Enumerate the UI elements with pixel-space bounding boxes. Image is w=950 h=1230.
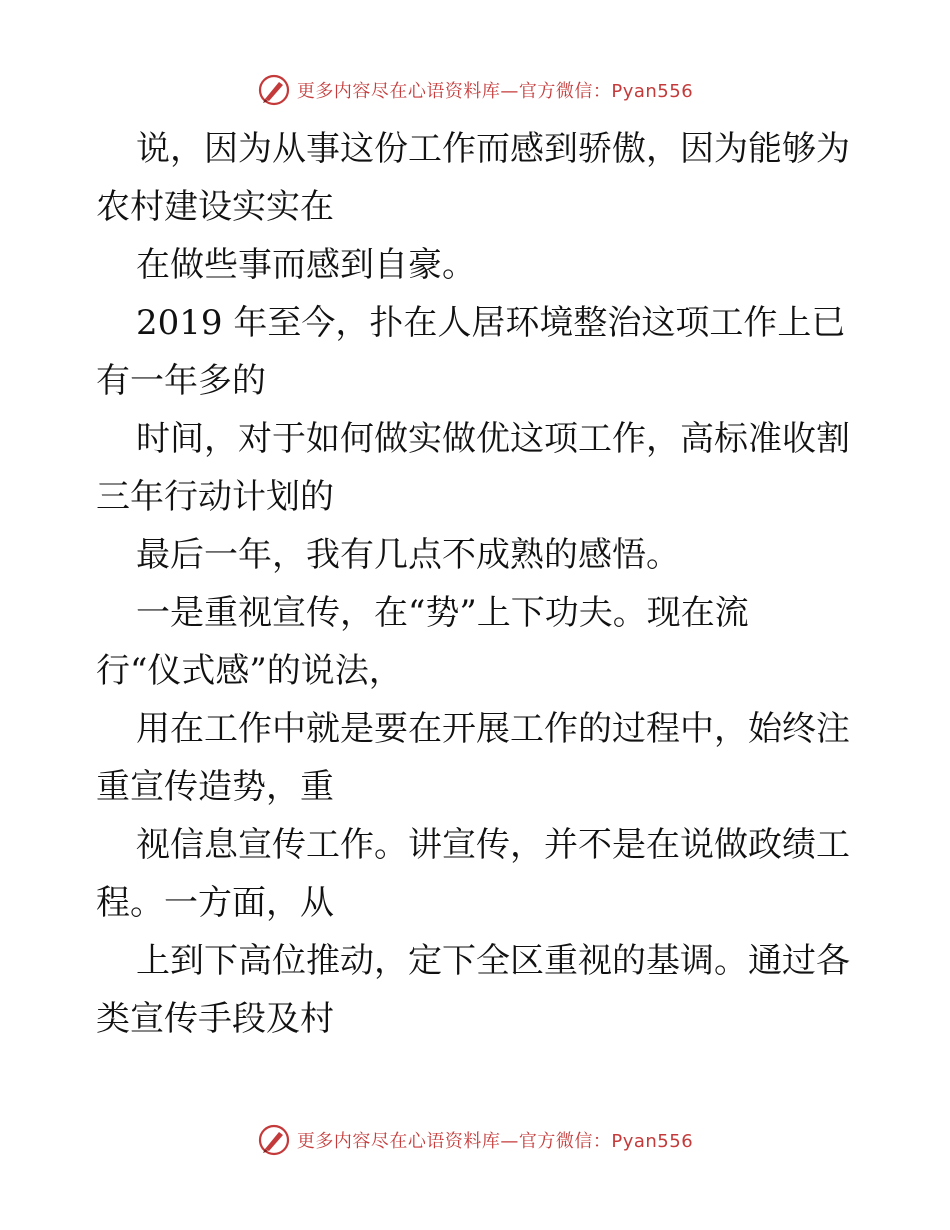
text-line: 重宣传造势，重 [96,767,334,807]
text-line: 有一年多的 [96,361,266,401]
footer-watermark-banner [0,1120,950,1160]
pen-logo-icon [257,1123,291,1157]
text-line: 一是重视宣传，在“势”上下功夫。现在流 [136,593,749,633]
text-line: 视信息宣传工作。讲宣传，并不是在说做政绩工 [136,825,850,865]
text-line: 用在工作中就是要在开展工作的过程中，始终注 [136,709,850,749]
pen-logo-icon [257,73,291,107]
header-watermark-text: 更多内容尽在心语资料库—官方微信：Pyan556 [296,81,694,102]
text-line: 上到下高位推动，定下全区重视的基调。通过各 [136,941,850,981]
text-line: 程。一方面，从 [96,883,334,923]
text-line: 最后一年，我有几点不成熟的感悟。 [136,535,680,575]
text-line: 2019 年至今，扑在人居环境整治这项工作上已 [136,303,846,343]
text-line: 三年行动计划的 [96,477,334,517]
header-watermark-banner [0,70,950,110]
text-line: 农村建设实实在 [96,187,334,227]
text-line: 行“仪式感”的说法， [96,651,403,691]
body-text [96,120,856,1048]
text-line: 说，因为从事这份工作而感到骄傲，因为能够为 [136,129,850,169]
text-line: 在做些事而感到自豪。 [136,245,476,285]
footer-watermark-text: 更多内容尽在心语资料库—官方微信：Pyan556 [296,1131,694,1152]
text-line: 时间，对于如何做实做优这项工作，高标准收割 [136,419,850,459]
text-line: 类宣传手段及村 [96,999,334,1039]
